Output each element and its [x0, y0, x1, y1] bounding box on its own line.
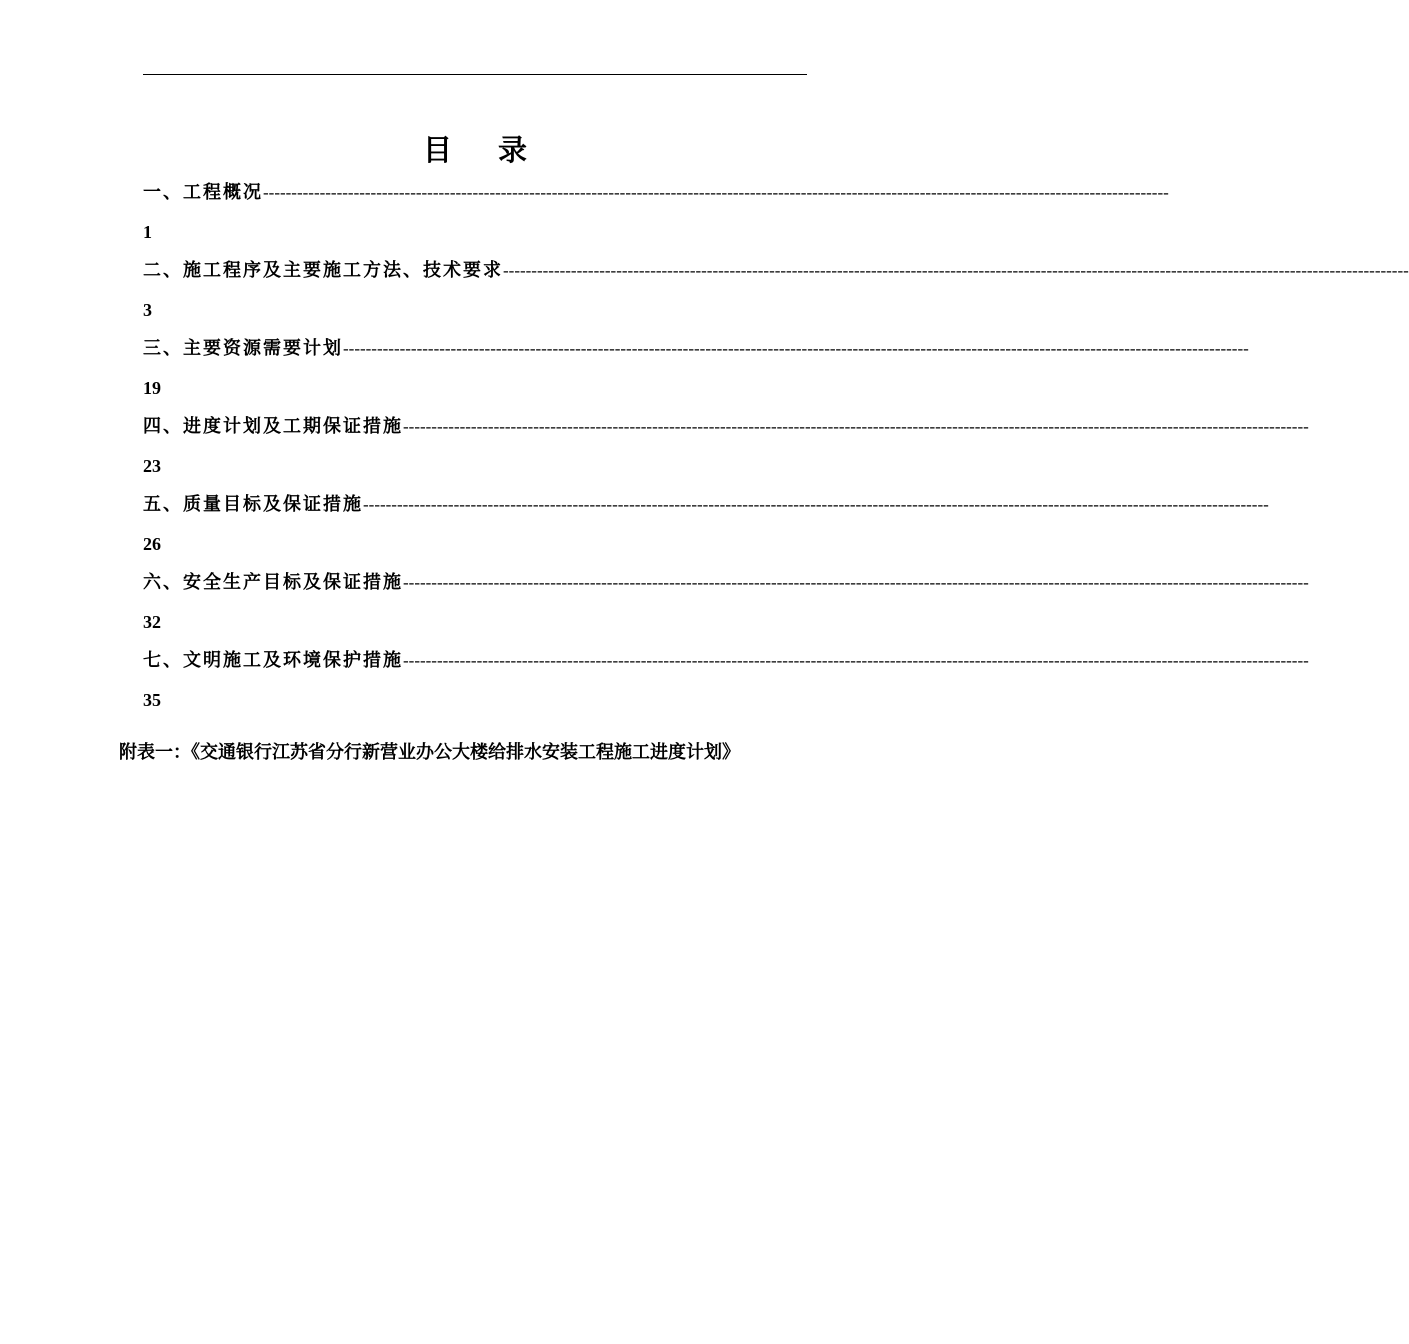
toc-entry-page: 26 [143, 534, 161, 554]
toc-entry[interactable] [143, 253, 1409, 331]
toc-entry-page: 35 [143, 690, 161, 710]
toc-title: 目录 [422, 133, 573, 167]
toc-dot-leader: ---------------------------------------------------------------------------------------------------------------------------------------------------------------- [343, 339, 1249, 358]
toc-entry[interactable] [143, 331, 1249, 409]
toc-entry-page: 3 [143, 300, 152, 320]
toc-entry-label: 三、主要资源需要计划 [143, 338, 343, 359]
toc-entry[interactable] [143, 643, 1309, 721]
toc-entry-label: 六、安全生产目标及保证措施 [143, 572, 403, 593]
toc-dot-leader: ---------------------------------------------------------------------------------------------------------------------------------------------------------------- [363, 495, 1269, 514]
toc-entry[interactable] [143, 487, 1269, 565]
appendix-title: 附表一：《交通银行江苏省分行新营业办公大楼给排水安装工程施工进度计划》 [119, 742, 740, 763]
toc-dot-leader: ---------------------------------------------------------------------------------------------------------------------------------------------------------------- [403, 651, 1309, 670]
toc-entry[interactable] [143, 565, 1309, 643]
toc-entry[interactable] [143, 409, 1309, 487]
toc-entry-label: 二、施工程序及主要施工方法、技术要求 [143, 260, 503, 281]
toc-entry-page: 1 [143, 222, 152, 242]
toc-entry-label: 四、进度计划及工期保证措施 [143, 416, 403, 437]
toc-dot-leader: ---------------------------------------------------------------------------------------------------------------------------------------------------------------- [263, 183, 1169, 202]
toc-dot-leader: ---------------------------------------------------------------------------------------------------------------------------------------------------------------- [403, 417, 1309, 436]
toc-dot-leader: ---------------------------------------------------------------------------------------------------------------------------------------------------------------- [403, 573, 1309, 592]
toc-entry-label: 七、文明施工及环境保护措施 [143, 650, 403, 671]
toc-dot-leader: ---------------------------------------------------------------------------------------------------------------------------------------------------------------- [503, 261, 1409, 280]
toc-entry-page: 23 [143, 456, 161, 476]
toc-entry-label: 一、工程概况 [143, 182, 263, 203]
toc-entry-page: 19 [143, 378, 161, 398]
toc-entry-page: 32 [143, 612, 161, 632]
table-of-contents [143, 175, 1409, 721]
toc-entry[interactable] [143, 175, 1169, 253]
header-rule [143, 74, 807, 75]
toc-entry-label: 五、质量目标及保证措施 [143, 494, 363, 515]
